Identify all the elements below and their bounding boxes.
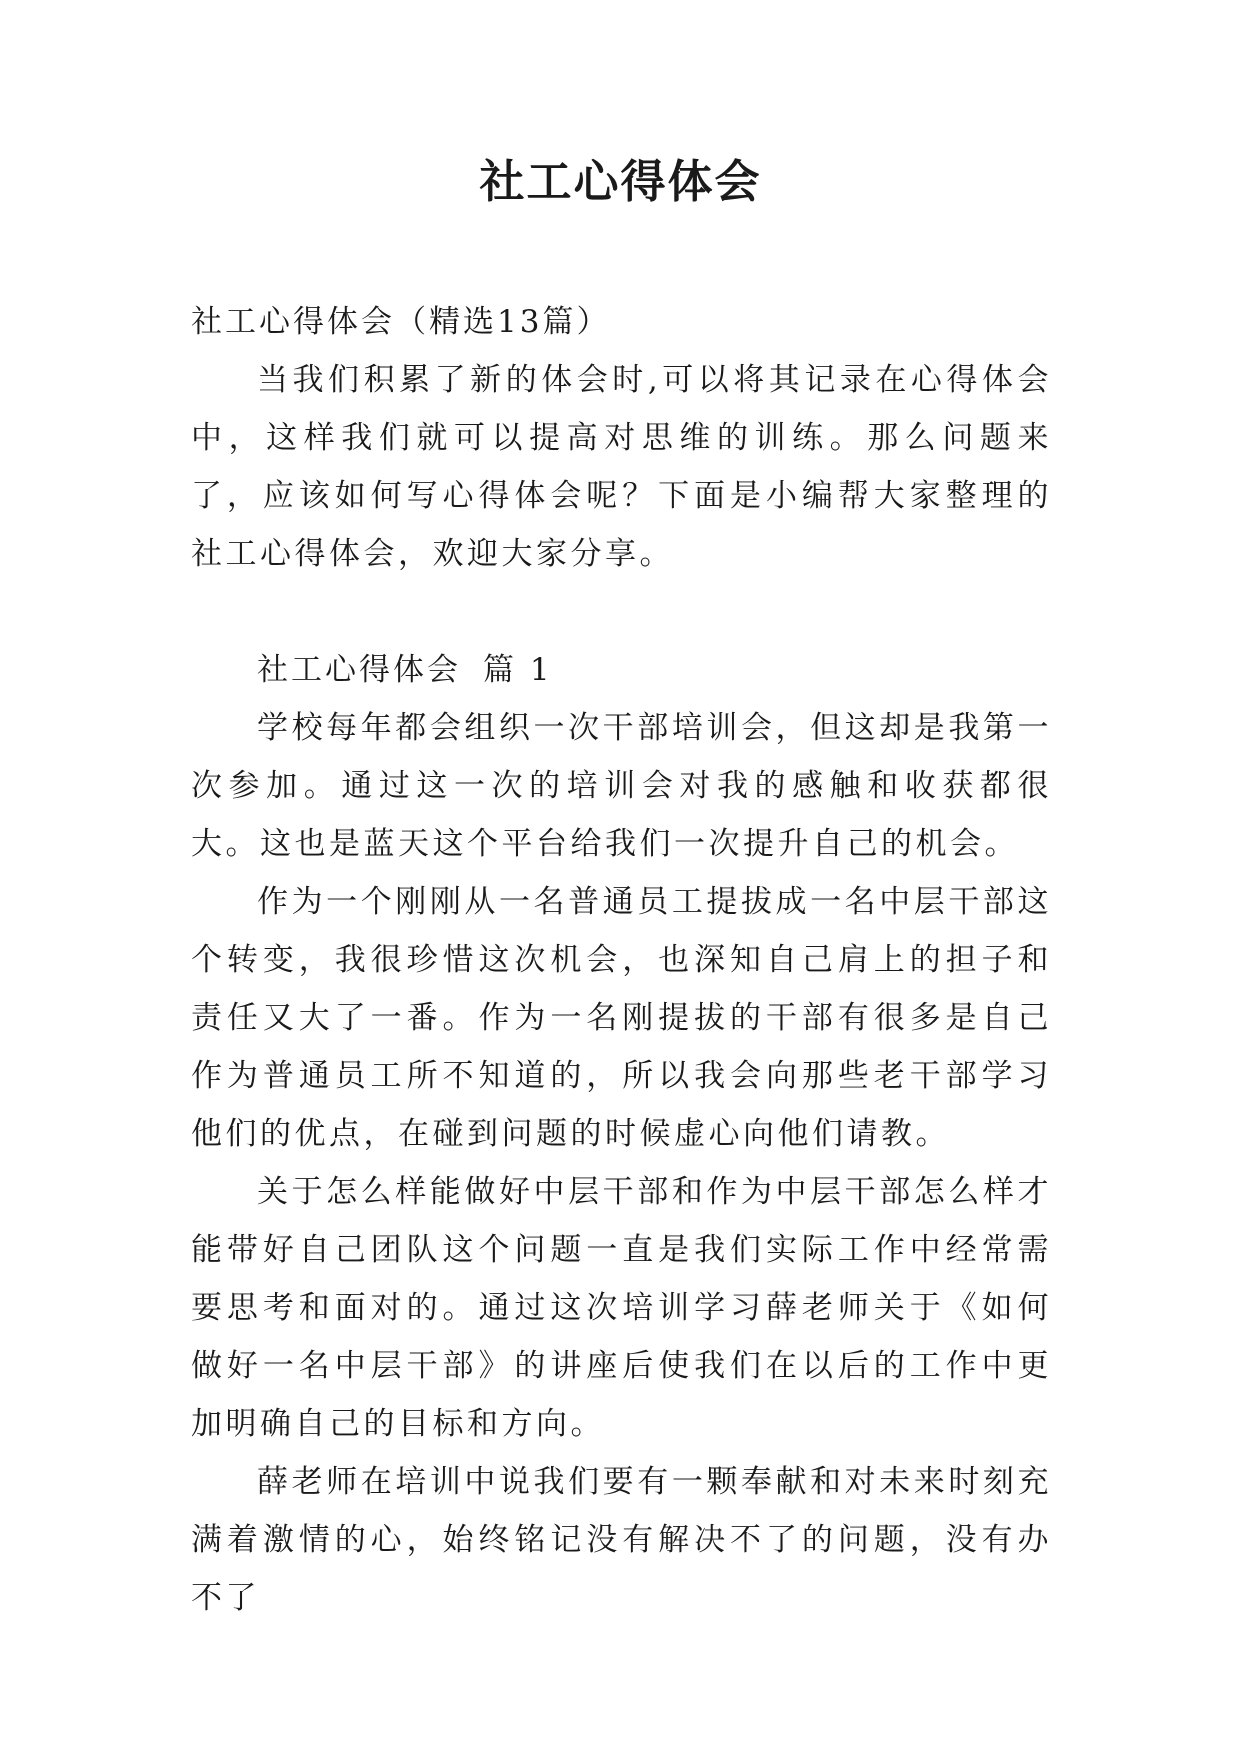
section-heading bbox=[191, 641, 1052, 699]
section-heading-number: 篇 1 bbox=[483, 652, 553, 688]
body-paragraph-3: 关于怎么样能做好中层干部和作为中层干部怎么样才能带好自己团队这个问题一直是我们实际工作中经常需要思考和面对的。通过这次培训学习薛老师关于《如何做好一名中层干部》的讲座后使我们在以后的工作中更加明确自己的目标和方向。 bbox=[191, 1174, 1052, 1442]
body-paragraph-1: 学校每年都会组织一次干部培训会，但这却是我第一次参加。通过这一次的培训会对我的感触和收获都很大。这也是蓝天这个平台给我们一次提升自己的机会。 bbox=[191, 710, 1052, 862]
intro-paragraph: 当我们积累了新的体会时,可以将其记录在心得体会中，这样我们就可以提高对思维的训练。那么问题来了，应该如何写心得体会呢？下面是小编帮大家整理的社工心得体会，欢迎大家分享。 bbox=[191, 362, 1052, 572]
body-paragraph-4: 薛老师在培训中说我们要有一颗奉献和对未来时刻充满着激情的心，始终铭记没有解决不了的问题，没有办不了 bbox=[191, 1464, 1052, 1616]
document-body bbox=[191, 293, 1052, 1627]
paragraph-spacer bbox=[191, 583, 1052, 641]
document-title: 社工心得体会 bbox=[479, 155, 762, 208]
document-subtitle: 社工心得体会（精选13篇） bbox=[191, 304, 611, 340]
body-paragraph-2: 作为一个刚刚从一名普通员工提拔成一名中层干部这个转变，我很珍惜这次机会，也深知自己肩上的担子和责任又大了一番。作为一名刚提拔的干部有很多是自己作为普通员工所不知道的，所以我会向那些老干部学习他们的优点，在碰到问题的时候虚心向他们请教。 bbox=[191, 884, 1052, 1152]
section-heading-title: 社工心得体会 bbox=[257, 652, 461, 688]
